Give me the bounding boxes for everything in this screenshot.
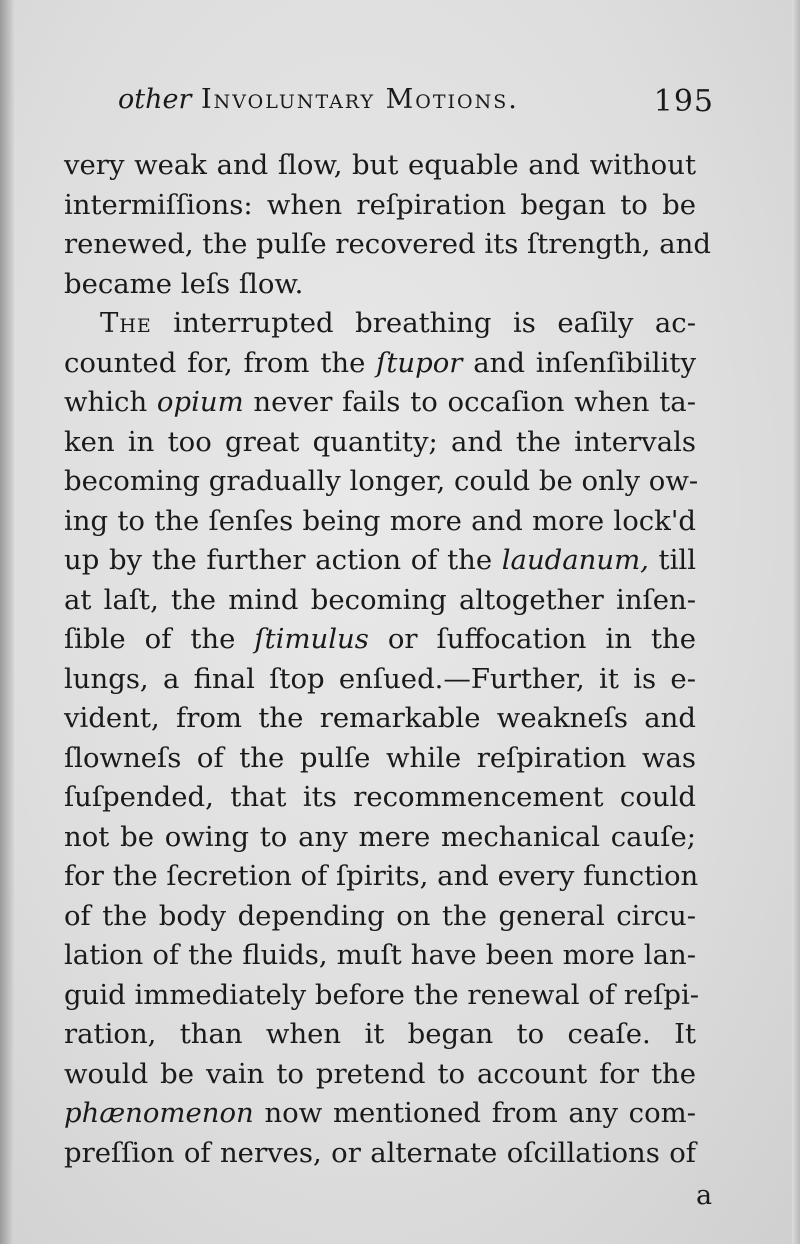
- text-line: ing to the ſenſes being more and more lock'd: [64, 504, 696, 537]
- text-line: ſible of the ſtimulus or ſuffocation in the: [64, 623, 696, 655]
- text-line: guid immediately before the renewal of reſpi-: [64, 978, 700, 1011]
- paragraph-first-word: The: [100, 307, 152, 339]
- catchword: a: [696, 1180, 713, 1211]
- text-line: not be owing to any mere mechanical cauſe;: [64, 820, 696, 853]
- text-line: preſſion of nerves, or alternate oſcillations of: [64, 1136, 696, 1169]
- text-line: very weak and ſlow, but equable and without: [64, 149, 696, 181]
- text-line: intermiſſions: when reſpiration began to be: [64, 188, 696, 221]
- text-line: ſlowneſs of the pulſe while reſpiration was: [64, 741, 696, 774]
- text-line: would be vain to pretend to account for the: [64, 1057, 696, 1090]
- text-line: became leſs ſlow.: [64, 267, 304, 300]
- body-text: [64, 146, 711, 1173]
- text-line: vident, from the remarkable weakneſs and: [64, 702, 696, 734]
- text-line: becoming gradually longer, could be only ow-: [64, 465, 699, 497]
- text-line: renewed, the pulſe recovered its ſtrength, and: [64, 228, 711, 260]
- page-number: 195: [653, 84, 714, 119]
- text-line: up by the further action of the laudanum, till: [64, 544, 696, 576]
- text-line: which opium never fails to occaſion when ta-: [64, 386, 696, 418]
- page-gutter-shadow: [0, 0, 14, 1244]
- page-edge-shadow: [792, 0, 800, 1244]
- text-line: ſuſpended, that its recommencement could: [64, 781, 696, 813]
- text-line: phænomenon now mentioned from any com-: [64, 1097, 696, 1129]
- text-line: counted for, from the ſtupor and inſenſibility: [64, 346, 696, 379]
- text-line: ration, than when it began to ceaſe. It: [64, 1018, 696, 1050]
- text-line: ken in too great quantity; and the intervals: [64, 425, 696, 458]
- text-line: lation of the fluids, muſt have been more lan-: [64, 939, 696, 971]
- text-line: The interrupted breathing is eaſily ac-: [100, 307, 696, 339]
- text-line: of the body depending on the general circu-: [64, 899, 696, 932]
- running-title: other Involuntary Motions.: [118, 84, 519, 115]
- text-line: at laſt, the mind becoming altogether inſen-: [64, 583, 696, 616]
- text-line: for the ſecretion of ſpirits, and every function: [64, 860, 699, 892]
- text-line: lungs, a final ſtop enſued.—Further, it is e-: [64, 662, 696, 695]
- running-header: [118, 84, 714, 128]
